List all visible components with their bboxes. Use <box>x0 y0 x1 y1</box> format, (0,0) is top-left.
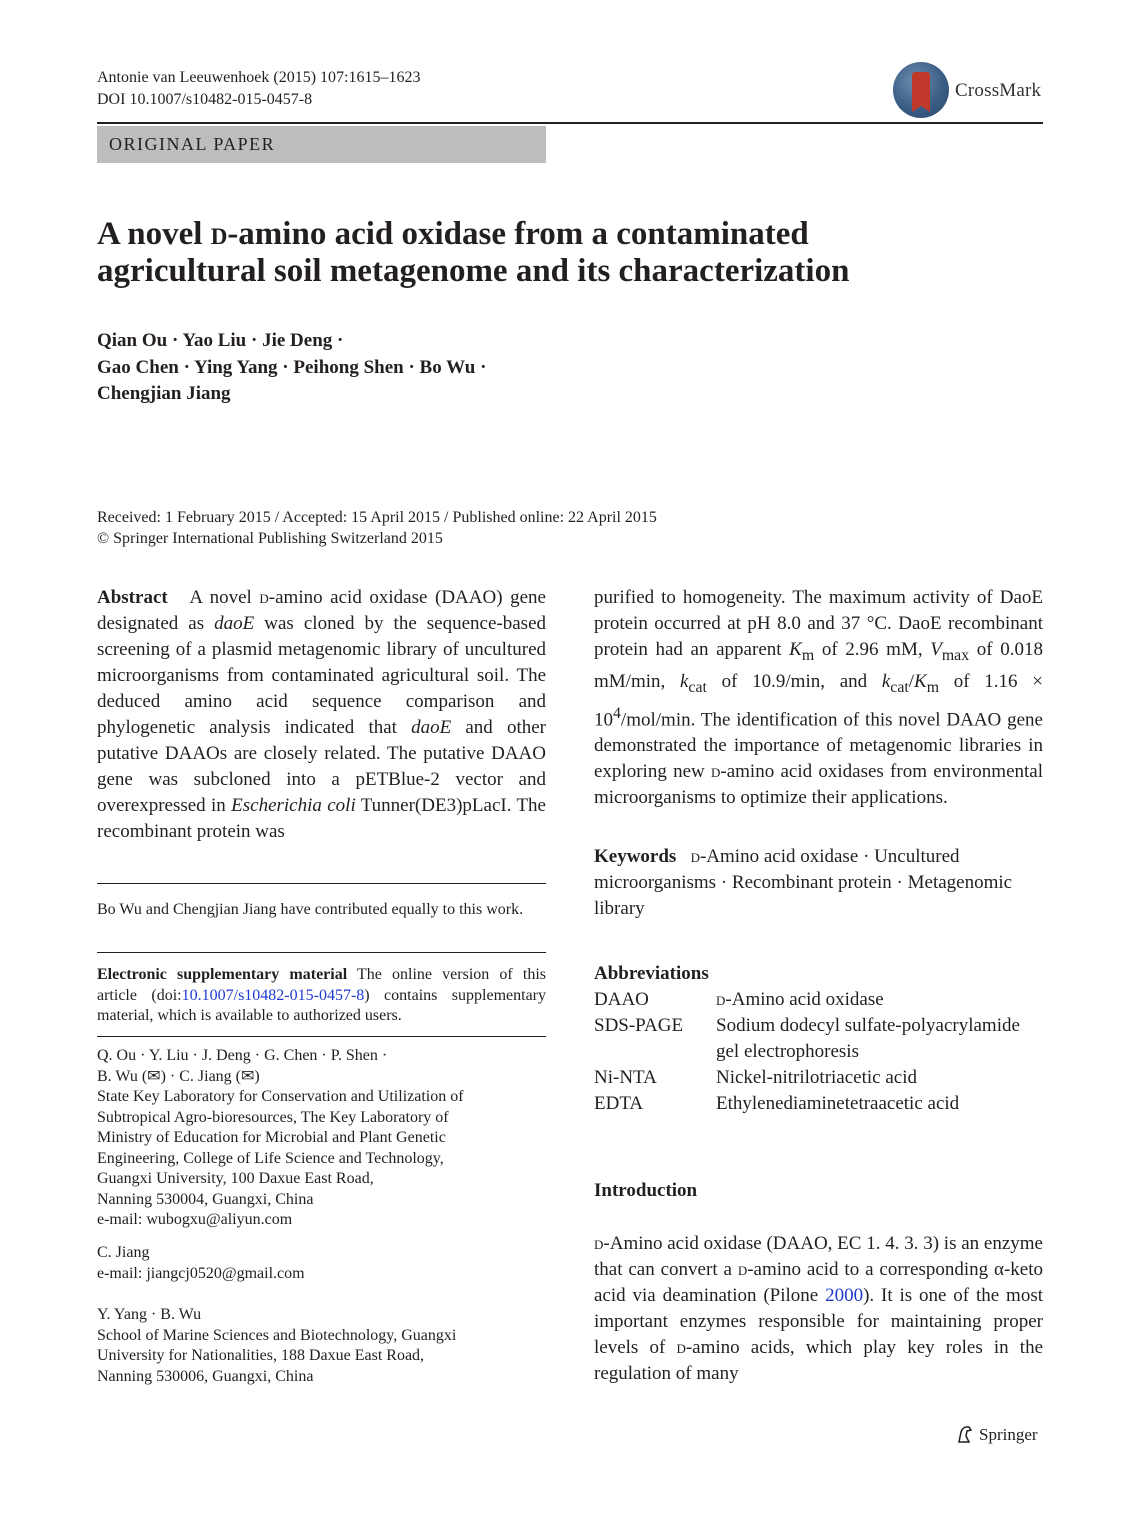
keywords: Keywords d-Amino acid oxidase · Uncultured microorganisms · Recombinant protein · Metagenomic library <box>594 846 1013 919</box>
crossmark-icon <box>893 62 949 118</box>
springer-horse-icon <box>955 1424 975 1444</box>
affiliation-3: Y. Yang · B. Wu School of Marine Sciences and Biotechnology, Guangxi University for Nationalities, 188 Daxue East Road, Nanning 530006, Guangxi, China <box>97 1306 457 1385</box>
springer-logo <box>955 1424 1038 1445</box>
abbrev-row: DAAO d-Amino acid oxidase <box>594 989 884 1010</box>
abbrev-row: EDTA Ethylenediaminetetraacetic acid <box>594 1093 960 1114</box>
footnote-rule <box>97 1036 546 1037</box>
footnote-rule <box>97 883 546 884</box>
history-line: Received: 1 February 2015 / Accepted: 15 April 2015 / Published online: 22 April 2015 <box>97 509 657 526</box>
copyright-line: © Springer International Publishing Switzerland 2015 <box>97 530 443 547</box>
introduction-heading: Introduction <box>594 1180 698 1201</box>
abbrev-row: Ni-NTA Nickel-nitrilotriacetic acid <box>594 1067 917 1088</box>
keywords-label: Keywords <box>594 846 677 867</box>
abbrev-row: SDS-PAGE Sodium dodecyl sulfate-polyacrylamide gel electrophoresis <box>594 1015 1020 1062</box>
equal-contribution-note: Bo Wu and Chengjian Jiang have contributed equally to this work. <box>97 901 524 918</box>
envelope-icon[interactable]: ✉ <box>147 1067 161 1085</box>
citation-link[interactable]: 2000 <box>825 1285 864 1306</box>
journal-citation <box>97 67 420 111</box>
crossmark-label: CrossMark <box>955 80 1042 101</box>
publication-dates <box>97 507 657 549</box>
affiliation-2: C. Jiang e-mail: jiangcj0520@gmail.com <box>97 1244 305 1282</box>
abbreviations-heading: Abbreviations <box>594 963 709 984</box>
abstract-left: Abstract A novel d-amino acid oxidase (DAAO) gene designated as daoE was cloned by the sequence-based screening of a plasmid metagenomic library of uncultured microorganisms from contaminated agricultural soil. The deduced amino acid sequence comparison and phylogenetic analysis indicated that daoE and other putative DAAOs are closely related. The putative DAAO gene was subcloned into a pETBlue-2 vector and overexpressed in Escherichia coli Tunner(DE3)pLacI. The recombinant protein was <box>97 587 547 842</box>
doi-line: DOI 10.1007/s10482-015-0457-8 <box>97 91 313 108</box>
article-title: A novel d-amino acid oxidase from a contaminated agricultural soil metagenome and its characterization <box>97 216 850 289</box>
abbreviations <box>594 961 1043 1117</box>
abstract-right: purified to homogeneity. The maximum activity of DaoE protein occurred at pH 8.0 and 37 °C. DaoE recombinant protein had an apparent $K_m$ of 2.96 mM, $V_{max}$ of 0.018 mM/min, $k_{cat}$ of 10.9/min, and $k_{cat}/K_m$ of $1.16 \times 10^4/mol/\min$. The identification of this novel DAAO gene demonstrated the importance of metagenomic libraries in exploring new d-amino acid oxidases from environmental microorganisms to optimize their applications. <box>594 587 1044 808</box>
journal-line: Antonie van Leeuwenhoek (2015) 107:1615–1623 <box>97 69 421 86</box>
esm-note: Electronic supplementary material The online version of this article (doi:10.1007/s10482-015-0457-8) contains supplementary material, which is available to authorized users. <box>97 966 546 1024</box>
introduction-body: d-Amino acid oxidase (DAAO, EC 1. 4. 3. 3) is an enzyme that can convert a d-amino acid to a corresponding α-keto acid via deamination (Pilone 2000). It is one of the most important enzymes responsible for maintaining proper levels of d-amino acids, which play key roles in the regulation of many <box>594 1233 1044 1384</box>
envelope-icon[interactable]: ✉ <box>241 1067 255 1085</box>
footnote-rule <box>97 952 546 953</box>
affiliation-1: Q. Ou · Y. Liu · J. Deng · G. Chen · P. Shen · B. Wu (✉) · C. Jiang (✉) State Key Laboratory for Conservation and Utilization of Subtropical Agro-bioresources, The Key Laboratory of Ministry of Education for Microbial and Plant Genetic Engineering, College of Life Science and Technology, Guangxi University, 100 Daxue East Road, Nanning 530004, Guangxi, China e-mail: wubogxu@aliyun.com <box>97 1047 464 1228</box>
springer-label: Springer <box>979 1425 1038 1444</box>
section-label: ORIGINAL PAPER <box>109 134 276 154</box>
header-rule <box>97 122 1043 124</box>
crossmark-logo[interactable] <box>893 62 1043 118</box>
section-banner <box>97 126 546 163</box>
abstract-label: Abstract <box>97 587 168 608</box>
author-list: Qian Ou · Yao Liu · Jie Deng · Gao Chen · Ying Yang · Peihong Shen · Bo Wu · Chengjian Jiang <box>97 330 487 404</box>
doi-link[interactable]: 10.1007/s10482-015-0457-8 <box>181 986 365 1004</box>
